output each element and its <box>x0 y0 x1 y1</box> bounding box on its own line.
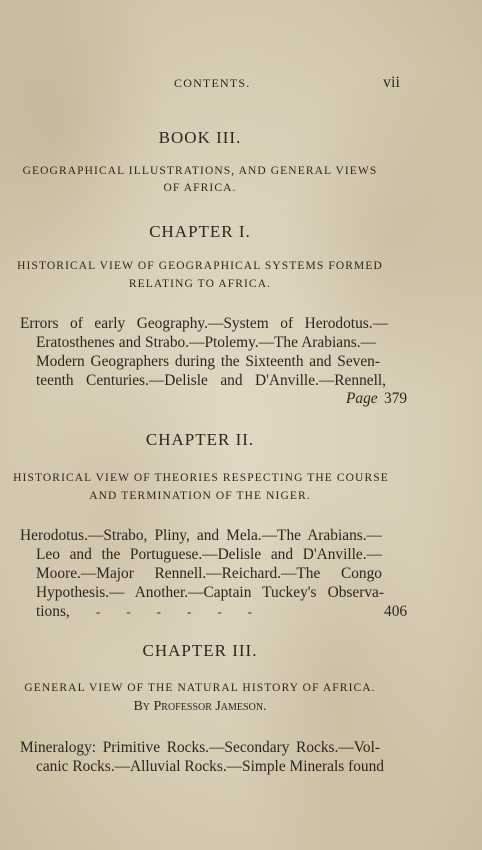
chapter-1-title: CHAPTER I. <box>149 222 251 241</box>
chapter-1-line-2: Eratosthenes and Strabo.—Ptolemy.—The Arabians.— <box>36 334 376 351</box>
running-head-title: CONTENTS. <box>174 76 251 90</box>
chapter-2-line-3: Moore.—Major Rennell.—Reichard.—The Congo <box>36 565 382 582</box>
chapter-2-subtitle-line-2: AND TERMINATION OF THE NIGER. <box>89 490 311 502</box>
book-title: BOOK III. <box>158 128 242 147</box>
chapter-2-title: CHAPTER II. <box>145 430 255 449</box>
chapter-2-leader-dots: - - - - - - <box>96 604 252 619</box>
chapter-3-line-1: Mineralogy: Primitive Rocks.—Secondary Rocks.—Vol- <box>20 739 380 756</box>
chapter-3-author: By Professor Jameson. <box>133 699 267 714</box>
book-subtitle-line-2: OF AFRICA. <box>163 182 237 194</box>
chapter-3-subtitle: GENERAL VIEW OF THE NATURAL HISTORY OF AFRICA. <box>24 682 376 694</box>
chapter-1-line-4: teenth Centuries.—Delisle and D'Anville.—Rennell, <box>36 372 386 389</box>
chapter-2-line-1: Herodotus.—Strabo, Pliny, and Mela.—The Arabians.— <box>20 527 382 544</box>
chapter-1-subtitle-line-2: RELATING TO AFRICA. <box>128 278 272 290</box>
chapter-2-page-number: 406 <box>384 603 408 620</box>
chapter-3-title: CHAPTER III. <box>142 641 258 660</box>
chapter-2-last-line: tions, <box>36 603 70 620</box>
chapter-2-line-4: Hypothesis.— Another.—Captain Tuckey's Observa- <box>36 584 384 601</box>
chapter-1-page-label: Page <box>346 390 378 407</box>
running-head-page-number: vii <box>383 74 400 91</box>
book-subtitle-line-1: GEOGRAPHICAL ILLUSTRATIONS, AND GENERAL VIEWS <box>22 165 378 177</box>
chapter-2-subtitle-line-1: HISTORICAL VIEW OF THEORIES RESPECTING THE COURSE <box>13 472 389 484</box>
chapter-1-page-number: 379 <box>384 390 408 407</box>
chapter-3-line-2: canic Rocks.—Alluvial Rocks.—Simple Minerals found <box>36 758 384 775</box>
chapter-1-line-1: Errors of early Geography.—System of Herodotus.— <box>20 315 388 332</box>
chapter-2-line-2: Leo and the Portuguese.—Delisle and D'Anville.— <box>36 546 382 563</box>
chapter-1-line-3: Modern Geographers during the Sixteenth and Seven- <box>36 353 380 370</box>
chapter-1-subtitle-line-1: HISTORICAL VIEW OF GEOGRAPHICAL SYSTEMS FORMED <box>17 260 383 272</box>
